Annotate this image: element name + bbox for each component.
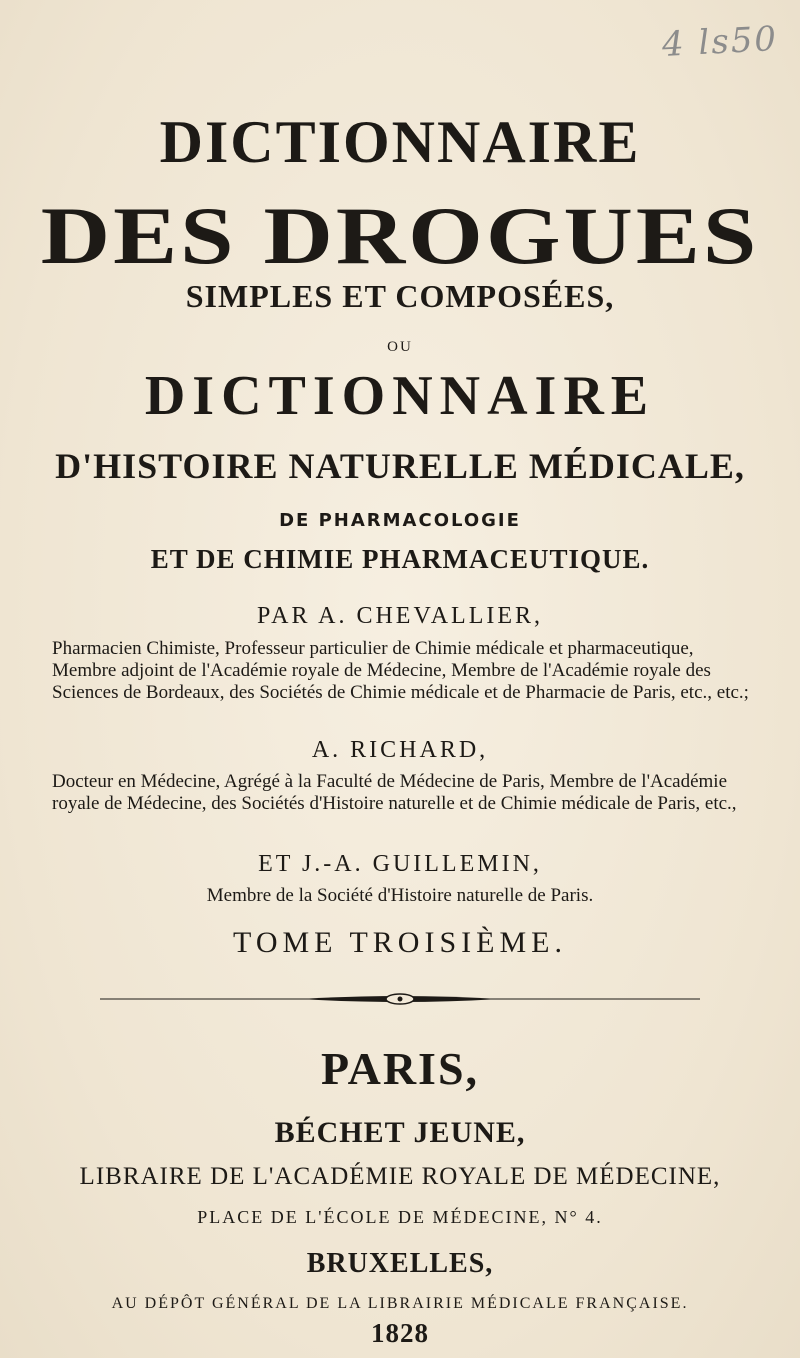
title-line-dictionnaire-2: DICTIONNAIRE: [144, 365, 656, 427]
manuscript-shelfmark: 4 ls50: [661, 18, 779, 66]
title-line-simples: SIMPLES ET COMPOSÉES,: [185, 278, 615, 314]
imprint-city-2: BRUXELLES,: [306, 1248, 494, 1279]
title-line-pharmacologie: DE PHARMACOLOGIE: [279, 510, 521, 531]
title-line-histoire: D'HISTOIRE NATURELLE MÉDICALE,: [55, 446, 745, 486]
imprint-publisher: BÉCHET JEUNE,: [274, 1116, 526, 1149]
title-line-ou: OU: [387, 339, 413, 355]
title-line-dictionnaire: DICTIONNAIRE: [159, 109, 641, 175]
author-desc-richard: Docteur en Médecine, Agrégé à la Faculté de Médecine de Paris, Membre de l'Académie royale de Médecine, des Sociétés d'Histoire naturelle et de Chimie médicale de Paris, etc.,: [52, 771, 737, 814]
author-desc-chevallier: Pharmacien Chimiste, Professeur particulier de Chimie médicale et pharmaceutique, Membre adjoint de l'Académie royale de Médecine, Membre de l'Académie royale des Sciences de Bordeaux, des Sociétés de Chimie médicale et de Pharmacie de Paris, etc., etc.;: [52, 638, 749, 703]
author-name-chevallier: PAR A. CHEVALLIER,: [256, 603, 544, 629]
imprint-address: PLACE DE L'ÉCOLE DE MÉDECINE, N° 4.: [197, 1207, 603, 1227]
imprint-depot: AU DÉPÔT GÉNÉRAL DE LA LIBRAIRIE MÉDICALE FRANÇAISE.: [111, 1295, 689, 1312]
author-desc-guillemin: Membre de la Société d'Histoire naturelle de Paris.: [206, 885, 594, 906]
title-line-chimie: ET DE CHIMIE PHARMACEUTIQUE.: [150, 544, 650, 574]
imprint-year: 1828: [371, 1318, 429, 1348]
imprint-city: PARIS,: [320, 1043, 480, 1094]
volume-label: TOME TROISIÈME.: [233, 926, 567, 959]
title-line-des-drogues: DES DROGUES: [40, 190, 760, 282]
author-name-guillemin: ET J.-A. GUILLEMIN,: [258, 851, 542, 877]
author-name-richard: A. RICHARD,: [311, 737, 489, 763]
ornamental-rule: [100, 992, 700, 1006]
imprint-publisher-title: LIBRAIRE DE L'ACADÉMIE ROYALE DE MÉDECINE,: [79, 1163, 721, 1190]
